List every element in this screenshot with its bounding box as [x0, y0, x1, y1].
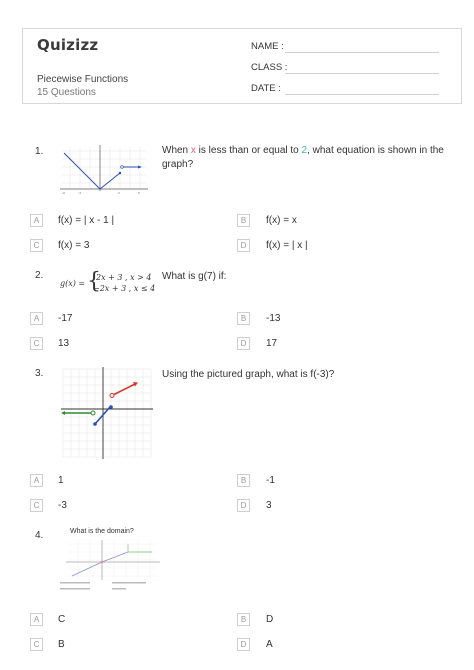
option-text[interactable]: 3 — [266, 500, 272, 511]
option-letter[interactable]: A — [30, 474, 43, 487]
option-text[interactable]: -17 — [58, 313, 73, 324]
question-number: 1. — [35, 146, 44, 157]
option-letter[interactable]: D — [237, 499, 250, 512]
option-letter[interactable]: B — [237, 214, 250, 227]
option-text[interactable]: f(x) = x — [266, 215, 297, 226]
class-line — [285, 73, 439, 74]
option-text[interactable]: -1 — [266, 475, 275, 486]
option-letter[interactable]: C — [30, 337, 43, 350]
question-count: 15 Questions — [37, 87, 96, 98]
name-label: NAME : — [251, 41, 284, 52]
brace: { — [87, 269, 101, 294]
date-line — [285, 94, 439, 95]
option-letter[interactable]: A — [30, 312, 43, 325]
option-letter[interactable]: D — [237, 239, 250, 252]
option-text[interactable]: C — [58, 614, 66, 625]
quizizz-logo: Quizizz — [37, 36, 99, 54]
option-letter[interactable]: D — [237, 337, 250, 350]
option-letter[interactable]: C — [30, 239, 43, 252]
option-text[interactable]: D — [266, 614, 274, 625]
option-text[interactable]: f(x) = | x - 1 | — [58, 215, 115, 226]
option-letter[interactable]: B — [237, 613, 250, 626]
domain-graph — [58, 538, 166, 594]
svg-text:2: 2 — [118, 191, 120, 195]
option-text[interactable]: f(x) = | x | — [266, 240, 308, 251]
option-letter[interactable]: D — [237, 638, 250, 651]
option-text[interactable]: -13 — [266, 313, 281, 324]
option-text[interactable]: f(x) = 3 — [58, 240, 90, 251]
question-text: When x is less than or equal to 2, what equation is shown in the graph? — [162, 145, 444, 170]
question-number: 4. — [35, 530, 44, 541]
option-text[interactable]: 17 — [266, 338, 278, 349]
svg-text:-3: -3 — [78, 191, 81, 195]
formula-row-1: 2x + 3 , x > 4 — [96, 273, 152, 282]
option-letter[interactable]: A — [30, 613, 43, 626]
option-letter[interactable]: C — [30, 638, 43, 651]
question-3-graph — [60, 366, 154, 460]
question-number: 2. — [35, 270, 44, 281]
formula-lhs: g(x) = — [60, 279, 86, 288]
option-text[interactable]: 1 — [58, 475, 64, 486]
class-label: CLASS : — [251, 62, 288, 73]
question-text: Using the pictured graph, what is f(-3)? — [162, 369, 335, 380]
date-label: DATE : — [251, 83, 281, 94]
formula-row-2: −2x + 3 , x ≤ 4 — [93, 284, 156, 293]
image-title: What is the domain? — [70, 528, 134, 535]
worksheet-title: Piecewise Functions — [37, 74, 129, 85]
question-4-image — [58, 526, 166, 594]
option-letter[interactable]: C — [30, 499, 43, 512]
svg-text:-6: -6 — [62, 191, 65, 195]
option-text[interactable]: A — [266, 639, 273, 650]
question-number: 3. — [35, 368, 44, 379]
option-letter[interactable]: B — [237, 474, 250, 487]
question-text: What is g(7) if: — [162, 271, 227, 282]
worksheet-header — [22, 28, 462, 104]
option-text[interactable]: 13 — [58, 338, 70, 349]
option-text[interactable]: B — [58, 639, 65, 650]
option-letter[interactable]: A — [30, 214, 43, 227]
question-1-graph — [58, 143, 150, 197]
svg-text:5: 5 — [138, 191, 140, 195]
option-letter[interactable]: B — [237, 312, 250, 325]
option-text[interactable]: -3 — [58, 500, 67, 511]
name-line — [285, 52, 439, 53]
